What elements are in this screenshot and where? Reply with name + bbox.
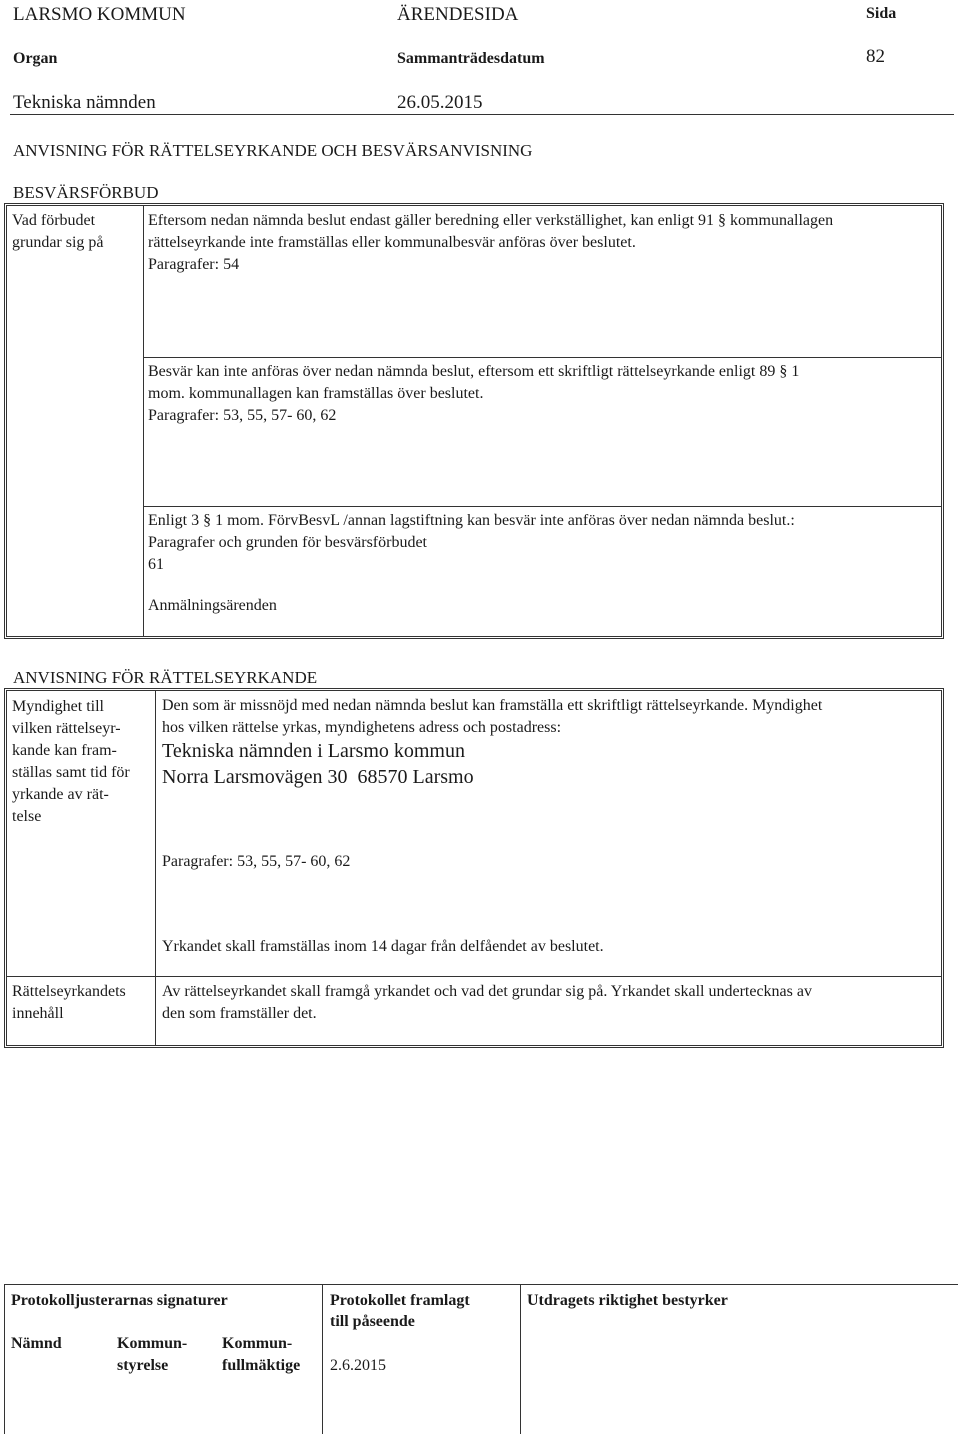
content-label-2: innehåll	[12, 1005, 64, 1022]
footer-divider-1	[322, 1284, 323, 1434]
besvar-s2-paragrafer: Paragrafer: 53, 55, 57- 60, 62	[148, 407, 337, 424]
date-label: Sammanträdesdatum	[397, 50, 545, 67]
header-divider	[10, 114, 954, 115]
content-label-1: Rättelseyrkandets	[12, 983, 126, 1000]
document-type: ÄRENDESIDA	[397, 4, 519, 25]
main-title: ANVISNING FÖR RÄTTELSEYRKANDE OCH BESVÄRSANVISNING	[13, 141, 533, 160]
besvar-s3-line2: Paragrafer och grunden för besvärsförbudet	[148, 534, 427, 551]
signatures-label: Protokolljusterarnas signaturer	[11, 1292, 228, 1309]
sig-col-namnd: Nämnd	[11, 1335, 62, 1352]
framlagt-line2: till påseende	[330, 1313, 415, 1330]
framlagt-date: 2.6.2015	[330, 1357, 386, 1374]
besvar-column-divider	[143, 206, 144, 636]
content-line1: Av rättelseyrkandet skall framgå yrkandet och vad det grundar sig på. Yrkandet skall undertecknas av	[162, 983, 812, 1000]
besvar-left-label-1: Vad förbudet	[12, 212, 96, 229]
rattelse-address: Norra Larsmovägen 30 68570 Larsmo	[162, 766, 474, 788]
sig-col-styrelse-1: Kommun-	[117, 1335, 188, 1352]
rattelse-paragrafer: Paragrafer: 53, 55, 57- 60, 62	[162, 853, 351, 870]
organ-value: Tekniska nämnden	[13, 92, 156, 113]
rattelse-authority: Tekniska nämnden i Larsmo kommun	[162, 740, 465, 762]
sig-col-styrelse-2: styrelse	[117, 1357, 169, 1374]
page-number: 82	[866, 46, 885, 67]
besvar-s1-line2: rättelseyrkande inte framställas eller kommunalbesvär anföras över beslutet.	[148, 234, 636, 251]
page-label: Sida	[866, 5, 897, 22]
besvar-s1-line1: Eftersom nedan nämnda beslut endast gäller beredning eller verkställighet, kan enligt 91 § kommunallagen	[148, 212, 834, 229]
footer-left-edge	[4, 1284, 5, 1434]
besvar-s2-line2: mom. kommunallagen kan framställas över beslutet.	[148, 385, 484, 402]
date-value: 26.05.2015	[397, 92, 483, 113]
rattelse-row-divider	[7, 976, 941, 977]
rattelse-heading: ANVISNING FÖR RÄTTELSEYRKANDE	[13, 668, 318, 687]
besvar-heading: BESVÄRSFÖRBUD	[13, 183, 159, 202]
rattelse-intro-line1: Den som är missnöjd med nedan nämnda beslut kan framställa ett skriftligt rättelseyrkande. Myndighet	[162, 697, 823, 714]
rattelse-intro-line2: hos vilken rättelse yrkas, myndighetens adress och postadress:	[162, 719, 562, 736]
sig-col-fullmaktige-1: Kommun-	[222, 1335, 293, 1352]
organ-label: Organ	[13, 50, 58, 67]
besvar-box	[4, 203, 944, 639]
besvar-row-divider-1	[143, 357, 941, 358]
besvar-s3-line1: Enligt 3 § 1 mom. FörvBesvL /annan lagstiftning kan besvär inte anföras över nedan nämnda beslut.:	[148, 512, 795, 529]
framlagt-line1: Protokollet framlagt	[330, 1292, 470, 1309]
section-symbol: §	[779, 363, 788, 380]
utdrag-label: Utdragets riktighet bestyrker	[527, 1292, 728, 1309]
rattelse-deadline: Yrkandet skall framställas inom 14 dagar från delfåendet av beslutet.	[162, 938, 604, 955]
besvar-s3-line4: Anmälningsärenden	[148, 597, 277, 614]
sig-col-fullmaktige-2: fullmäktige	[222, 1357, 301, 1374]
content-line2: den som framställer det.	[162, 1005, 317, 1022]
footer-divider-2	[520, 1284, 521, 1434]
besvar-s1-paragrafer: Paragrafer: 54	[148, 256, 240, 273]
rattelse-left-label: Myndighet till vilken rättelseyr- kande kan fram- ställas samt tid för yrkande av rät- telse	[12, 698, 130, 825]
municipality-name: LARSMO KOMMUN	[13, 4, 186, 25]
rattelse-column-divider	[155, 691, 156, 1045]
besvar-s3-line3: 61	[148, 556, 164, 573]
besvar-s2-line1: Besvär kan inte anföras över nedan nämnda beslut, eftersom ett skriftligt rättelseyrkande enligt 89 § 1	[148, 363, 800, 380]
section-symbol: §	[203, 512, 212, 529]
section-symbol: §	[718, 212, 727, 229]
besvar-left-label-2: grundar sig på	[12, 234, 104, 251]
besvar-row-divider-2	[143, 506, 941, 507]
footer-top-line	[4, 1284, 958, 1285]
